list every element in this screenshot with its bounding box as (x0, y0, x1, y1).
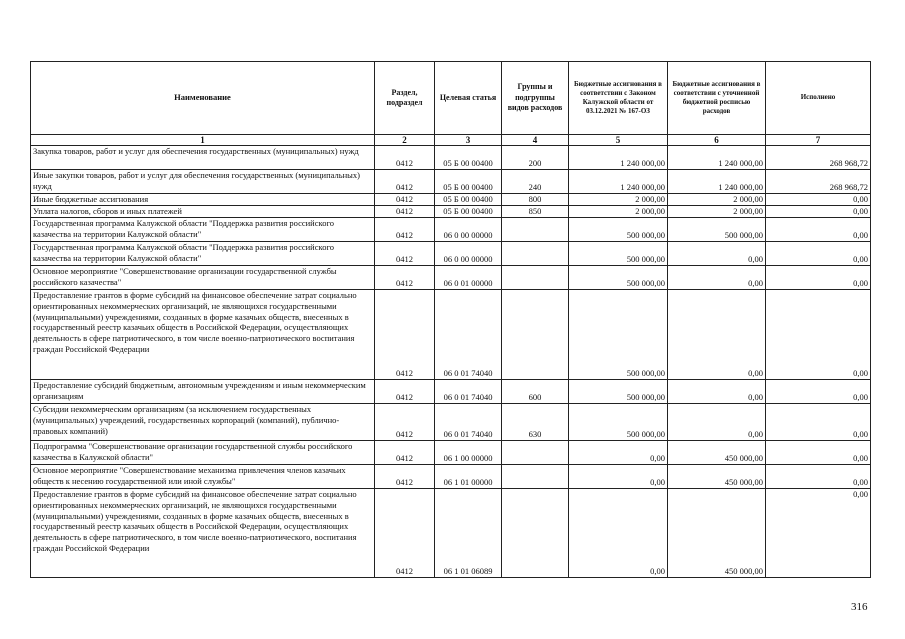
row-budget-list-amount: 0,00 (668, 403, 766, 440)
row-target: 06 0 01 74040 (435, 403, 502, 440)
header-section: Раздел, подраздел (375, 62, 435, 135)
row-group: 850 (502, 205, 569, 217)
row-law-amount: 500 000,00 (569, 289, 668, 379)
row-group (502, 464, 569, 488)
row-budget-list-amount: 1 240 000,00 (668, 170, 766, 194)
table-row (31, 194, 871, 206)
column-number: 6 (668, 135, 766, 146)
row-section: 0412 (375, 403, 435, 440)
row-target: 06 1 00 00000 (435, 440, 502, 464)
row-target: 05 Б 00 00400 (435, 146, 502, 170)
row-name: Предоставление субсидий бюджетным, автономным учреждениям и иным некоммерческим организациям (31, 379, 375, 403)
page-number: 316 (851, 601, 868, 613)
table-row (31, 440, 871, 464)
row-executed-amount: 0,00 (766, 241, 871, 265)
row-section: 0412 (375, 217, 435, 241)
row-group (502, 488, 569, 577)
row-name: Предоставление грантов в форме субсидий на финансовое обеспечение затрат социально ориентированных некоммерческих организаций, не являющихся государственными (муниципальными) учреждениями, созданных в форме казачьих обществ, внесенных в государственный реестр казачьих обществ в Российской Федерации, осуществляющих деятельность в сфере патриотического, в том числе военно-патриотического воспитания граждан Российской Федерации (31, 289, 375, 379)
row-executed-amount: 0,00 (766, 464, 871, 488)
row-name: Государственная программа Калужской области "Поддержка развития российского казачества на территории Калужской области" (31, 241, 375, 265)
header-groups: Группы и подгруппы видов расходов (502, 62, 569, 135)
row-section: 0412 (375, 289, 435, 379)
header-budget-list: Бюджетные ассигнования в соответствии с уточненной бюджетной росписью расходов (668, 62, 766, 135)
column-number: 5 (569, 135, 668, 146)
row-target: 05 Б 00 00400 (435, 170, 502, 194)
row-section: 0412 (375, 146, 435, 170)
row-group (502, 241, 569, 265)
row-budget-list-amount: 450 000,00 (668, 488, 766, 577)
row-executed-amount: 0,00 (766, 379, 871, 403)
row-section: 0412 (375, 194, 435, 206)
row-law-amount: 1 240 000,00 (569, 170, 668, 194)
row-executed-amount: 0,00 (766, 217, 871, 241)
row-budget-list-amount: 450 000,00 (668, 464, 766, 488)
row-budget-list-amount: 0,00 (668, 265, 766, 289)
row-executed-amount: 0,00 (766, 205, 871, 217)
row-name: Подпрограмма "Совершенствование организации государственной службы российского казачества в Калужской области" (31, 440, 375, 464)
row-executed-amount: 0,00 (766, 403, 871, 440)
budget-table (30, 61, 871, 578)
row-law-amount: 500 000,00 (569, 379, 668, 403)
row-target: 05 Б 00 00400 (435, 205, 502, 217)
row-law-amount: 0,00 (569, 464, 668, 488)
table-row (31, 170, 871, 194)
row-executed-amount: 0,00 (766, 289, 871, 379)
row-target: 05 Б 00 00400 (435, 194, 502, 206)
table-row (31, 488, 871, 577)
row-target: 06 0 01 00000 (435, 265, 502, 289)
row-target: 06 1 01 06089 (435, 488, 502, 577)
row-executed-amount: 0,00 (766, 265, 871, 289)
column-number: 7 (766, 135, 871, 146)
table-row (31, 289, 871, 379)
row-target: 06 0 00 00000 (435, 217, 502, 241)
row-group: 630 (502, 403, 569, 440)
row-name: Иные бюджетные ассигнования (31, 194, 375, 206)
row-group: 800 (502, 194, 569, 206)
row-name: Иные закупки товаров, работ и услуг для обеспечения государственных (муниципальных) нужд (31, 170, 375, 194)
row-group (502, 265, 569, 289)
row-budget-list-amount: 2 000,00 (668, 205, 766, 217)
row-name: Уплата налогов, сборов и иных платежей (31, 205, 375, 217)
row-law-amount: 0,00 (569, 488, 668, 577)
row-executed-amount: 0,00 (766, 488, 871, 577)
row-executed-amount: 268 968,72 (766, 146, 871, 170)
row-budget-list-amount: 2 000,00 (668, 194, 766, 206)
row-section: 0412 (375, 488, 435, 577)
row-target: 06 0 01 74040 (435, 379, 502, 403)
row-executed-amount: 268 968,72 (766, 170, 871, 194)
header-name: Наименование (31, 62, 375, 135)
row-budget-list-amount: 0,00 (668, 241, 766, 265)
row-target: 06 1 01 00000 (435, 464, 502, 488)
table-row (31, 464, 871, 488)
table-row (31, 403, 871, 440)
table-row (31, 146, 871, 170)
row-group: 240 (502, 170, 569, 194)
row-budget-list-amount: 1 240 000,00 (668, 146, 766, 170)
header-target: Целевая статья (435, 62, 502, 135)
row-group: 200 (502, 146, 569, 170)
row-executed-amount: 0,00 (766, 440, 871, 464)
row-law-amount: 500 000,00 (569, 241, 668, 265)
table-row (31, 265, 871, 289)
row-law-amount: 500 000,00 (569, 217, 668, 241)
row-name: Основное мероприятие "Совершенствование механизма привлечения членов казачьих обществ к несению государственной или иной службы" (31, 464, 375, 488)
row-name: Основное мероприятие "Совершенствование организации государственной службы российского казачества" (31, 265, 375, 289)
row-law-amount: 0,00 (569, 440, 668, 464)
row-section: 0412 (375, 205, 435, 217)
column-number: 2 (375, 135, 435, 146)
row-name: Закупка товаров, работ и услуг для обеспечения государственных (муниципальных) нужд (31, 146, 375, 170)
column-numbers-row (31, 135, 871, 146)
table-row (31, 241, 871, 265)
row-budget-list-amount: 0,00 (668, 379, 766, 403)
row-law-amount: 1 240 000,00 (569, 146, 668, 170)
row-law-amount: 2 000,00 (569, 194, 668, 206)
header-row (31, 62, 871, 135)
row-name: Субсидии некоммерческим организациям (за исключением государственных (муниципальных) учреждений, государственных корпораций (компаний), публично-правовых компаний) (31, 403, 375, 440)
row-name: Предоставление грантов в форме субсидий на финансовое обеспечение затрат социально ориентированных некоммерческих организаций, не являющихся государственными (муниципальными) учреждениями, созданных в форме казачьих обществ, внесенных в государственный реестр казачьих обществ в Российской Федерации, осуществляющих деятельность в сфере патриотического, в том числе военно-патриотического, воспитания граждан Российской Федерации (31, 488, 375, 577)
row-budget-list-amount: 0,00 (668, 289, 766, 379)
column-number: 1 (31, 135, 375, 146)
row-budget-list-amount: 450 000,00 (668, 440, 766, 464)
row-group (502, 217, 569, 241)
row-law-amount: 500 000,00 (569, 265, 668, 289)
row-budget-list-amount: 500 000,00 (668, 217, 766, 241)
row-section: 0412 (375, 241, 435, 265)
column-number: 4 (502, 135, 569, 146)
row-target: 06 0 00 00000 (435, 241, 502, 265)
table-row (31, 217, 871, 241)
row-law-amount: 500 000,00 (569, 403, 668, 440)
row-section: 0412 (375, 170, 435, 194)
row-group (502, 289, 569, 379)
row-executed-amount: 0,00 (766, 194, 871, 206)
header-law: Бюджетные ассигнования в соответствии с Законом Калужской области от 03.12.2021 № 167-ОЗ (569, 62, 668, 135)
row-section: 0412 (375, 440, 435, 464)
table-row (31, 379, 871, 403)
table-row (31, 205, 871, 217)
row-section: 0412 (375, 265, 435, 289)
row-section: 0412 (375, 379, 435, 403)
row-target: 06 0 01 74040 (435, 289, 502, 379)
header-executed: Исполнено (766, 62, 871, 135)
row-section: 0412 (375, 464, 435, 488)
row-group (502, 440, 569, 464)
row-group: 600 (502, 379, 569, 403)
row-law-amount: 2 000,00 (569, 205, 668, 217)
row-name: Государственная программа Калужской области "Поддержка развития российского казачества на территории Калужской области" (31, 217, 375, 241)
column-number: 3 (435, 135, 502, 146)
